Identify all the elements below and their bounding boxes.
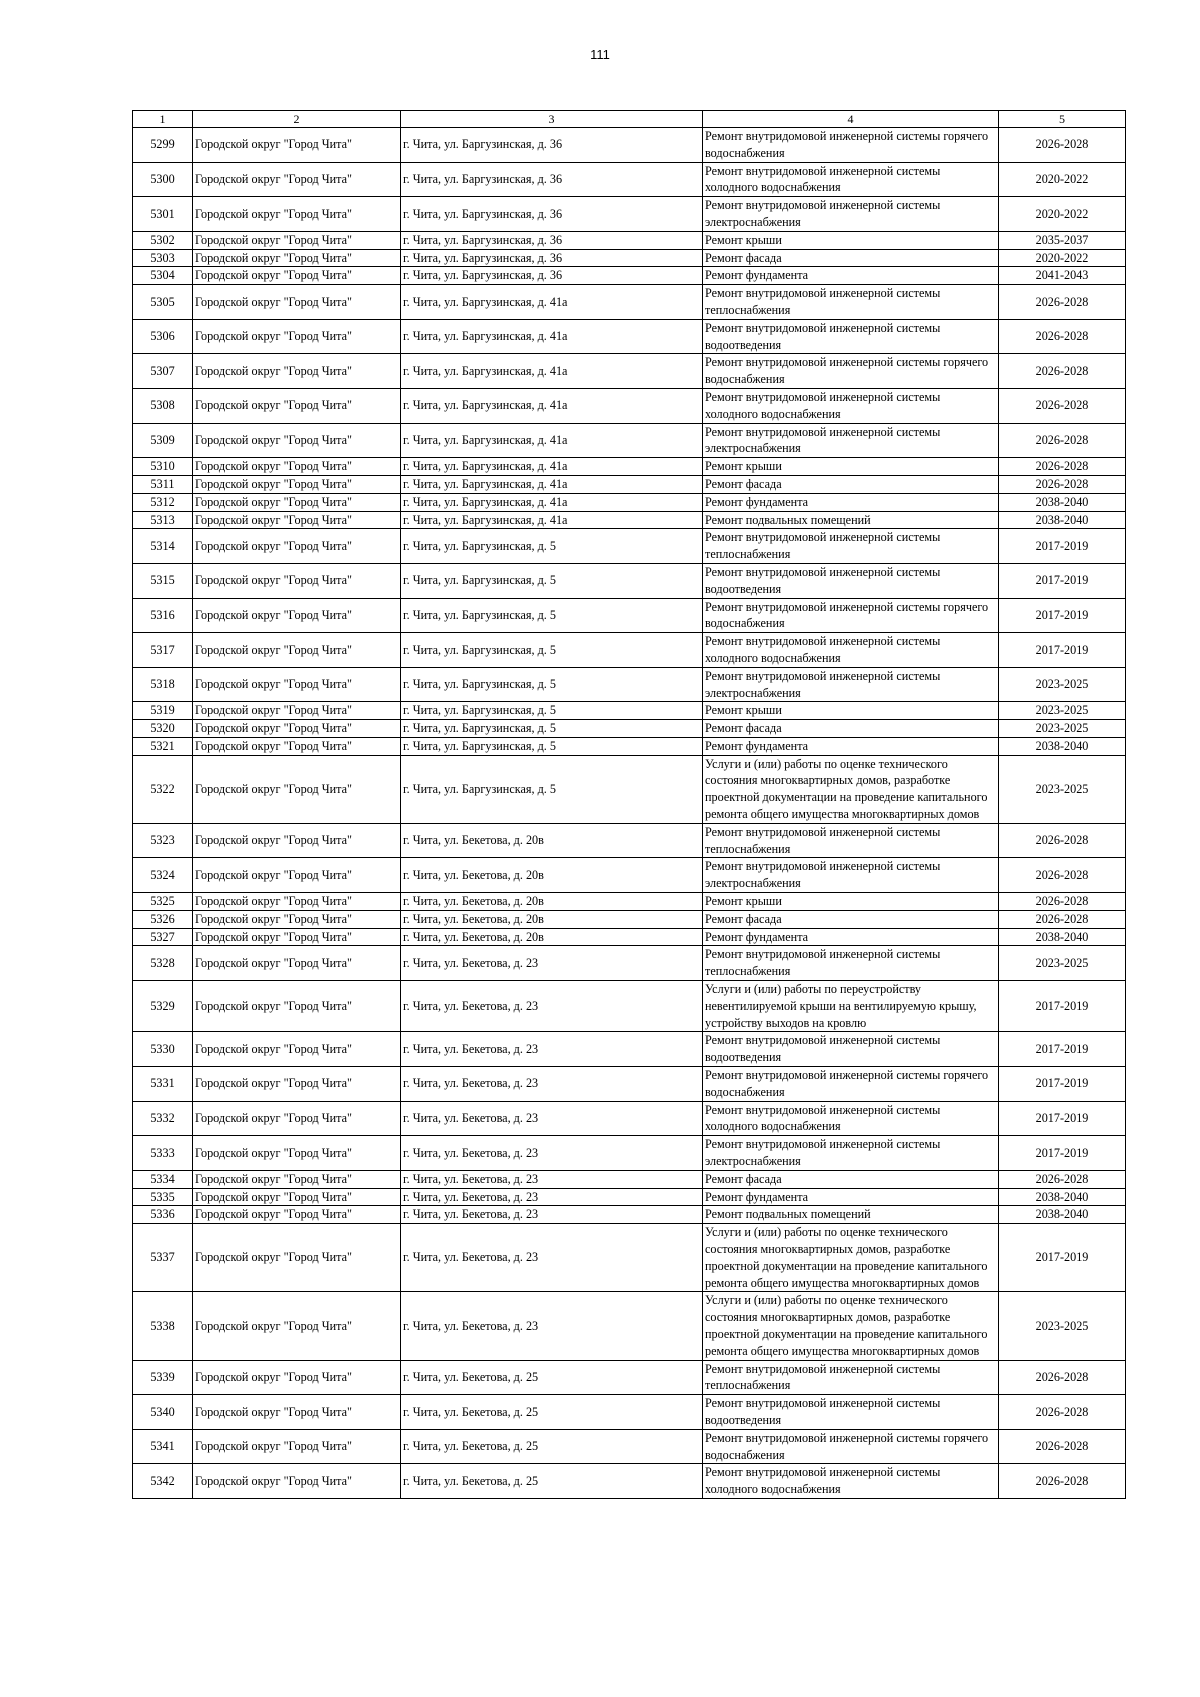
table-row xyxy=(133,1429,1126,1464)
period-cell: 2041-2043 xyxy=(999,267,1126,285)
row-number-cell: 5324 xyxy=(133,858,193,893)
address-cell: г. Чита, ул. Бекетова, д. 20в xyxy=(401,893,703,911)
work-type-cell: Услуги и (или) работы по переустройству невентилируемой крыши на вентилируемую крышу, устройству выходов на кровлю xyxy=(703,981,999,1032)
work-type-cell: Ремонт фундамента xyxy=(703,737,999,755)
work-type-cell: Ремонт фундамента xyxy=(703,928,999,946)
address-cell: г. Чита, ул. Бекетова, д. 23 xyxy=(401,1032,703,1067)
period-cell: 2026-2028 xyxy=(999,1170,1126,1188)
row-number-cell: 5302 xyxy=(133,231,193,249)
period-cell: 2017-2019 xyxy=(999,1224,1126,1292)
work-type-cell: Ремонт фасада xyxy=(703,910,999,928)
address-cell: г. Чита, ул. Баргузинская, д. 36 xyxy=(401,197,703,232)
period-cell: 2023-2025 xyxy=(999,946,1126,981)
table-row xyxy=(133,1101,1126,1136)
row-number-cell: 5322 xyxy=(133,755,193,823)
period-cell: 2017-2019 xyxy=(999,1032,1126,1067)
address-cell: г. Чита, ул. Бекетова, д. 20в xyxy=(401,823,703,858)
work-type-cell: Ремонт внутридомовой инженерной системы холодного водоснабжения xyxy=(703,388,999,423)
address-cell: г. Чита, ул. Баргузинская, д. 41а xyxy=(401,423,703,458)
municipality-cell: Городской округ "Город Чита" xyxy=(193,458,401,476)
period-cell: 2023-2025 xyxy=(999,755,1126,823)
work-type-cell: Ремонт внутридомовой инженерной системы горячего водоснабжения xyxy=(703,354,999,389)
address-cell: г. Чита, ул. Бекетова, д. 23 xyxy=(401,1067,703,1102)
row-number-cell: 5332 xyxy=(133,1101,193,1136)
table-row xyxy=(133,1032,1126,1067)
address-cell: г. Чита, ул. Бекетова, д. 20в xyxy=(401,858,703,893)
table-row xyxy=(133,755,1126,823)
period-cell: 2020-2022 xyxy=(999,162,1126,197)
municipality-cell: Городской округ "Город Чита" xyxy=(193,493,401,511)
table-row xyxy=(133,981,1126,1032)
municipality-cell: Городской округ "Город Чита" xyxy=(193,162,401,197)
period-cell: 2017-2019 xyxy=(999,1136,1126,1171)
row-number-cell: 5316 xyxy=(133,598,193,633)
municipality-cell: Городской округ "Город Чита" xyxy=(193,702,401,720)
address-cell: г. Чита, ул. Бекетова, д. 23 xyxy=(401,1101,703,1136)
address-cell: г. Чита, ул. Бекетова, д. 25 xyxy=(401,1395,703,1430)
period-cell: 2026-2028 xyxy=(999,319,1126,354)
period-cell: 2017-2019 xyxy=(999,633,1126,668)
municipality-cell: Городской округ "Город Чита" xyxy=(193,1136,401,1171)
municipality-cell: Городской округ "Город Чита" xyxy=(193,667,401,702)
address-cell: г. Чита, ул. Баргузинская, д. 41а xyxy=(401,388,703,423)
table-row xyxy=(133,1360,1126,1395)
address-cell: г. Чита, ул. Бекетова, д. 23 xyxy=(401,1136,703,1171)
table-row xyxy=(133,511,1126,529)
municipality-cell: Городской округ "Город Чита" xyxy=(193,1206,401,1224)
municipality-cell: Городской округ "Город Чита" xyxy=(193,231,401,249)
table-row xyxy=(133,667,1126,702)
row-number-cell: 5337 xyxy=(133,1224,193,1292)
row-number-cell: 5329 xyxy=(133,981,193,1032)
work-type-cell: Ремонт внутридомовой инженерной системы холодного водоснабжения xyxy=(703,162,999,197)
row-number-cell: 5314 xyxy=(133,529,193,564)
column-header: 5 xyxy=(999,111,1126,128)
period-cell: 2035-2037 xyxy=(999,231,1126,249)
municipality-cell: Городской округ "Город Чита" xyxy=(193,1188,401,1206)
municipality-cell: Городской округ "Город Чита" xyxy=(193,563,401,598)
row-number-cell: 5339 xyxy=(133,1360,193,1395)
row-number-cell: 5317 xyxy=(133,633,193,668)
row-number-cell: 5323 xyxy=(133,823,193,858)
municipality-cell: Городской округ "Город Чита" xyxy=(193,755,401,823)
column-header: 2 xyxy=(193,111,401,128)
work-type-cell: Ремонт внутридомовой инженерной системы теплоснабжения xyxy=(703,823,999,858)
work-type-cell: Ремонт внутридомовой инженерной системы горячего водоснабжения xyxy=(703,598,999,633)
row-number-cell: 5300 xyxy=(133,162,193,197)
row-number-cell: 5307 xyxy=(133,354,193,389)
address-cell: г. Чита, ул. Баргузинская, д. 41а xyxy=(401,319,703,354)
municipality-cell: Городской округ "Город Чита" xyxy=(193,1292,401,1360)
municipality-cell: Городской округ "Город Чита" xyxy=(193,720,401,738)
municipality-cell: Городской округ "Город Чита" xyxy=(193,858,401,893)
address-cell: г. Чита, ул. Баргузинская, д. 36 xyxy=(401,267,703,285)
row-number-cell: 5336 xyxy=(133,1206,193,1224)
municipality-cell: Городской округ "Город Чита" xyxy=(193,1360,401,1395)
table-row xyxy=(133,720,1126,738)
work-type-cell: Ремонт внутридомовой инженерной системы горячего водоснабжения xyxy=(703,1067,999,1102)
table-row xyxy=(133,423,1126,458)
address-cell: г. Чита, ул. Баргузинская, д. 36 xyxy=(401,162,703,197)
municipality-cell: Городской округ "Город Чита" xyxy=(193,1101,401,1136)
work-type-cell: Ремонт внутридомовой инженерной системы горячего водоснабжения xyxy=(703,1429,999,1464)
work-type-cell: Ремонт внутридомовой инженерной системы электроснабжения xyxy=(703,423,999,458)
address-cell: г. Чита, ул. Баргузинская, д. 41а xyxy=(401,475,703,493)
table-row xyxy=(133,162,1126,197)
period-cell: 2020-2022 xyxy=(999,197,1126,232)
period-cell: 2026-2028 xyxy=(999,458,1126,476)
period-cell: 2026-2028 xyxy=(999,1464,1126,1499)
row-number-cell: 5306 xyxy=(133,319,193,354)
work-type-cell: Услуги и (или) работы по оценке технического состояния многоквартирных домов, разработке проектной документации на проведение капитального ремонта общего имущества многоквартирных домов xyxy=(703,1292,999,1360)
work-type-cell: Ремонт внутридомовой инженерной системы водоотведения xyxy=(703,1395,999,1430)
row-number-cell: 5312 xyxy=(133,493,193,511)
municipality-cell: Городской округ "Город Чита" xyxy=(193,910,401,928)
table-row xyxy=(133,893,1126,911)
address-cell: г. Чита, ул. Бекетова, д. 23 xyxy=(401,981,703,1032)
municipality-cell: Городской округ "Город Чита" xyxy=(193,981,401,1032)
row-number-cell: 5308 xyxy=(133,388,193,423)
period-cell: 2023-2025 xyxy=(999,1292,1126,1360)
period-cell: 2026-2028 xyxy=(999,1429,1126,1464)
address-cell: г. Чита, ул. Баргузинская, д. 5 xyxy=(401,667,703,702)
work-type-cell: Ремонт внутридомовой инженерной системы электроснабжения xyxy=(703,197,999,232)
address-cell: г. Чита, ул. Бекетова, д. 25 xyxy=(401,1429,703,1464)
municipality-cell: Городской округ "Город Чита" xyxy=(193,1429,401,1464)
work-type-cell: Ремонт крыши xyxy=(703,893,999,911)
municipality-cell: Городской округ "Город Чита" xyxy=(193,529,401,564)
address-cell: г. Чита, ул. Бекетова, д. 23 xyxy=(401,1188,703,1206)
address-cell: г. Чита, ул. Баргузинская, д. 36 xyxy=(401,249,703,267)
period-cell: 2026-2028 xyxy=(999,1360,1126,1395)
municipality-cell: Городской округ "Город Чита" xyxy=(193,928,401,946)
municipality-cell: Городской округ "Город Чита" xyxy=(193,475,401,493)
row-number-cell: 5304 xyxy=(133,267,193,285)
address-cell: г. Чита, ул. Бекетова, д. 23 xyxy=(401,1292,703,1360)
work-type-cell: Ремонт внутридомовой инженерной системы водоотведения xyxy=(703,319,999,354)
municipality-cell: Городской округ "Город Чита" xyxy=(193,737,401,755)
address-cell: г. Чита, ул. Баргузинская, д. 36 xyxy=(401,231,703,249)
page-number: 111 xyxy=(590,47,610,62)
table-row xyxy=(133,1464,1126,1499)
table-row xyxy=(133,128,1126,163)
table-row xyxy=(133,1395,1126,1430)
municipality-cell: Городской округ "Город Чита" xyxy=(193,388,401,423)
work-type-cell: Ремонт внутридомовой инженерной системы водоотведения xyxy=(703,1032,999,1067)
municipality-cell: Городской округ "Город Чита" xyxy=(193,354,401,389)
period-cell: 2026-2028 xyxy=(999,823,1126,858)
row-number-cell: 5303 xyxy=(133,249,193,267)
municipality-cell: Городской округ "Город Чита" xyxy=(193,267,401,285)
municipality-cell: Городской округ "Город Чита" xyxy=(193,893,401,911)
municipality-cell: Городской округ "Город Чита" xyxy=(193,823,401,858)
period-cell: 2017-2019 xyxy=(999,981,1126,1032)
address-cell: г. Чита, ул. Баргузинская, д. 5 xyxy=(401,529,703,564)
repair-schedule-table xyxy=(132,110,1126,1499)
period-cell: 2038-2040 xyxy=(999,1188,1126,1206)
address-cell: г. Чита, ул. Бекетова, д. 23 xyxy=(401,946,703,981)
row-number-cell: 5320 xyxy=(133,720,193,738)
municipality-cell: Городской округ "Город Чита" xyxy=(193,197,401,232)
column-header: 3 xyxy=(401,111,703,128)
work-type-cell: Ремонт фасада xyxy=(703,475,999,493)
table-row xyxy=(133,197,1126,232)
address-cell: г. Чита, ул. Баргузинская, д. 41а xyxy=(401,458,703,476)
work-type-cell: Ремонт фундамента xyxy=(703,1188,999,1206)
period-cell: 2023-2025 xyxy=(999,720,1126,738)
table-row xyxy=(133,946,1126,981)
period-cell: 2026-2028 xyxy=(999,475,1126,493)
row-number-cell: 5330 xyxy=(133,1032,193,1067)
period-cell: 2017-2019 xyxy=(999,563,1126,598)
work-type-cell: Ремонт фундамента xyxy=(703,493,999,511)
table-row xyxy=(133,319,1126,354)
work-type-cell: Услуги и (или) работы по оценке технического состояния многоквартирных домов, разработке проектной документации на проведение капитального ремонта общего имущества многоквартирных домов xyxy=(703,1224,999,1292)
work-type-cell: Ремонт фасада xyxy=(703,720,999,738)
table-body xyxy=(133,128,1126,1499)
column-header: 4 xyxy=(703,111,999,128)
municipality-cell: Городской округ "Город Чита" xyxy=(193,1067,401,1102)
municipality-cell: Городской округ "Город Чита" xyxy=(193,1224,401,1292)
row-number-cell: 5315 xyxy=(133,563,193,598)
period-cell: 2017-2019 xyxy=(999,1101,1126,1136)
work-type-cell: Ремонт подвальных помещений xyxy=(703,511,999,529)
row-number-cell: 5334 xyxy=(133,1170,193,1188)
table-row xyxy=(133,1170,1126,1188)
period-cell: 2038-2040 xyxy=(999,737,1126,755)
municipality-cell: Городской округ "Город Чита" xyxy=(193,1032,401,1067)
municipality-cell: Городской округ "Город Чита" xyxy=(193,1464,401,1499)
row-number-cell: 5311 xyxy=(133,475,193,493)
work-type-cell: Ремонт внутридомовой инженерной системы горячего водоснабжения xyxy=(703,128,999,163)
address-cell: г. Чита, ул. Бекетова, д. 23 xyxy=(401,1224,703,1292)
address-cell: г. Чита, ул. Баргузинская, д. 5 xyxy=(401,598,703,633)
work-type-cell: Ремонт внутридомовой инженерной системы холодного водоснабжения xyxy=(703,1464,999,1499)
period-cell: 2017-2019 xyxy=(999,598,1126,633)
period-cell: 2038-2040 xyxy=(999,511,1126,529)
period-cell: 2026-2028 xyxy=(999,354,1126,389)
table-row xyxy=(133,249,1126,267)
row-number-cell: 5299 xyxy=(133,128,193,163)
work-type-cell: Услуги и (или) работы по оценке технического состояния многоквартирных домов, разработке проектной документации на проведение капитального ремонта общего имущества многоквартирных домов xyxy=(703,755,999,823)
table-row xyxy=(133,388,1126,423)
row-number-cell: 5340 xyxy=(133,1395,193,1430)
table-header-row xyxy=(133,111,1126,128)
municipality-cell: Городской округ "Город Чита" xyxy=(193,946,401,981)
address-cell: г. Чита, ул. Баргузинская, д. 5 xyxy=(401,720,703,738)
row-number-cell: 5342 xyxy=(133,1464,193,1499)
row-number-cell: 5331 xyxy=(133,1067,193,1102)
period-cell: 2023-2025 xyxy=(999,702,1126,720)
address-cell: г. Чита, ул. Баргузинская, д. 5 xyxy=(401,755,703,823)
row-number-cell: 5318 xyxy=(133,667,193,702)
work-type-cell: Ремонт внутридомовой инженерной системы электроснабжения xyxy=(703,858,999,893)
work-type-cell: Ремонт крыши xyxy=(703,458,999,476)
period-cell: 2026-2028 xyxy=(999,1395,1126,1430)
row-number-cell: 5335 xyxy=(133,1188,193,1206)
table-row xyxy=(133,458,1126,476)
period-cell: 2038-2040 xyxy=(999,493,1126,511)
municipality-cell: Городской округ "Город Чита" xyxy=(193,249,401,267)
work-type-cell: Ремонт внутридомовой инженерной системы теплоснабжения xyxy=(703,946,999,981)
period-cell: 2026-2028 xyxy=(999,423,1126,458)
table-row xyxy=(133,737,1126,755)
row-number-cell: 5328 xyxy=(133,946,193,981)
work-type-cell: Ремонт внутридомовой инженерной системы холодного водоснабжения xyxy=(703,1101,999,1136)
row-number-cell: 5326 xyxy=(133,910,193,928)
table-row xyxy=(133,231,1126,249)
address-cell: г. Чита, ул. Баргузинская, д. 36 xyxy=(401,128,703,163)
municipality-cell: Городской округ "Город Чита" xyxy=(193,319,401,354)
municipality-cell: Городской округ "Город Чита" xyxy=(193,511,401,529)
work-type-cell: Ремонт внутридомовой инженерной системы электроснабжения xyxy=(703,1136,999,1171)
municipality-cell: Городской округ "Город Чита" xyxy=(193,423,401,458)
address-cell: г. Чита, ул. Баргузинская, д. 5 xyxy=(401,563,703,598)
period-cell: 2026-2028 xyxy=(999,128,1126,163)
table-row xyxy=(133,285,1126,320)
row-number-cell: 5319 xyxy=(133,702,193,720)
address-cell: г. Чита, ул. Баргузинская, д. 5 xyxy=(401,702,703,720)
municipality-cell: Городской округ "Город Чита" xyxy=(193,1395,401,1430)
table-row xyxy=(133,529,1126,564)
table-row xyxy=(133,858,1126,893)
period-cell: 2026-2028 xyxy=(999,893,1126,911)
row-number-cell: 5301 xyxy=(133,197,193,232)
municipality-cell: Городской округ "Город Чита" xyxy=(193,1170,401,1188)
row-number-cell: 5309 xyxy=(133,423,193,458)
row-number-cell: 5321 xyxy=(133,737,193,755)
table-row xyxy=(133,910,1126,928)
address-cell: г. Чита, ул. Баргузинская, д. 41а xyxy=(401,285,703,320)
address-cell: г. Чита, ул. Баргузинская, д. 41а xyxy=(401,493,703,511)
period-cell: 2038-2040 xyxy=(999,928,1126,946)
period-cell: 2026-2028 xyxy=(999,910,1126,928)
address-cell: г. Чита, ул. Бекетова, д. 20в xyxy=(401,928,703,946)
address-cell: г. Чита, ул. Баргузинская, д. 41а xyxy=(401,354,703,389)
work-type-cell: Ремонт внутридомовой инженерной системы электроснабжения xyxy=(703,667,999,702)
row-number-cell: 5313 xyxy=(133,511,193,529)
work-type-cell: Ремонт внутридомовой инженерной системы теплоснабжения xyxy=(703,285,999,320)
column-header: 1 xyxy=(133,111,193,128)
table-row xyxy=(133,475,1126,493)
row-number-cell: 5305 xyxy=(133,285,193,320)
period-cell: 2017-2019 xyxy=(999,529,1126,564)
municipality-cell: Городской округ "Город Чита" xyxy=(193,598,401,633)
period-cell: 2017-2019 xyxy=(999,1067,1126,1102)
table-row xyxy=(133,702,1126,720)
row-number-cell: 5333 xyxy=(133,1136,193,1171)
table-row xyxy=(133,563,1126,598)
address-cell: г. Чита, ул. Бекетова, д. 23 xyxy=(401,1170,703,1188)
address-cell: г. Чита, ул. Бекетова, д. 20в xyxy=(401,910,703,928)
municipality-cell: Городской округ "Город Чита" xyxy=(193,285,401,320)
period-cell: 2020-2022 xyxy=(999,249,1126,267)
address-cell: г. Чита, ул. Бекетова, д. 23 xyxy=(401,1206,703,1224)
period-cell: 2026-2028 xyxy=(999,388,1126,423)
table-row xyxy=(133,928,1126,946)
table-row xyxy=(133,633,1126,668)
work-type-cell: Ремонт фундамента xyxy=(703,267,999,285)
table-row xyxy=(133,267,1126,285)
table-row xyxy=(133,1224,1126,1292)
address-cell: г. Чита, ул. Баргузинская, д. 41а xyxy=(401,511,703,529)
table-row xyxy=(133,598,1126,633)
table-row xyxy=(133,354,1126,389)
period-cell: 2026-2028 xyxy=(999,858,1126,893)
table-row xyxy=(133,493,1126,511)
table-row xyxy=(133,1292,1126,1360)
work-type-cell: Ремонт крыши xyxy=(703,231,999,249)
table-row xyxy=(133,1206,1126,1224)
row-number-cell: 5338 xyxy=(133,1292,193,1360)
work-type-cell: Ремонт крыши xyxy=(703,702,999,720)
municipality-cell: Городской округ "Город Чита" xyxy=(193,128,401,163)
table-row xyxy=(133,1067,1126,1102)
work-type-cell: Ремонт внутридомовой инженерной системы теплоснабжения xyxy=(703,529,999,564)
municipality-cell: Городской округ "Город Чита" xyxy=(193,633,401,668)
work-type-cell: Ремонт подвальных помещений xyxy=(703,1206,999,1224)
work-type-cell: Ремонт фасада xyxy=(703,249,999,267)
row-number-cell: 5325 xyxy=(133,893,193,911)
row-number-cell: 5327 xyxy=(133,928,193,946)
work-type-cell: Ремонт внутридомовой инженерной системы водоотведения xyxy=(703,563,999,598)
period-cell: 2026-2028 xyxy=(999,285,1126,320)
table-row xyxy=(133,1188,1126,1206)
work-type-cell: Ремонт фасада xyxy=(703,1170,999,1188)
address-cell: г. Чита, ул. Бекетова, д. 25 xyxy=(401,1360,703,1395)
address-cell: г. Чита, ул. Баргузинская, д. 5 xyxy=(401,737,703,755)
table-row xyxy=(133,1136,1126,1171)
work-type-cell: Ремонт внутридомовой инженерной системы теплоснабжения xyxy=(703,1360,999,1395)
address-cell: г. Чита, ул. Баргузинская, д. 5 xyxy=(401,633,703,668)
period-cell: 2023-2025 xyxy=(999,667,1126,702)
row-number-cell: 5310 xyxy=(133,458,193,476)
table-row xyxy=(133,823,1126,858)
period-cell: 2038-2040 xyxy=(999,1206,1126,1224)
row-number-cell: 5341 xyxy=(133,1429,193,1464)
address-cell: г. Чита, ул. Бекетова, д. 25 xyxy=(401,1464,703,1499)
work-type-cell: Ремонт внутридомовой инженерной системы холодного водоснабжения xyxy=(703,633,999,668)
